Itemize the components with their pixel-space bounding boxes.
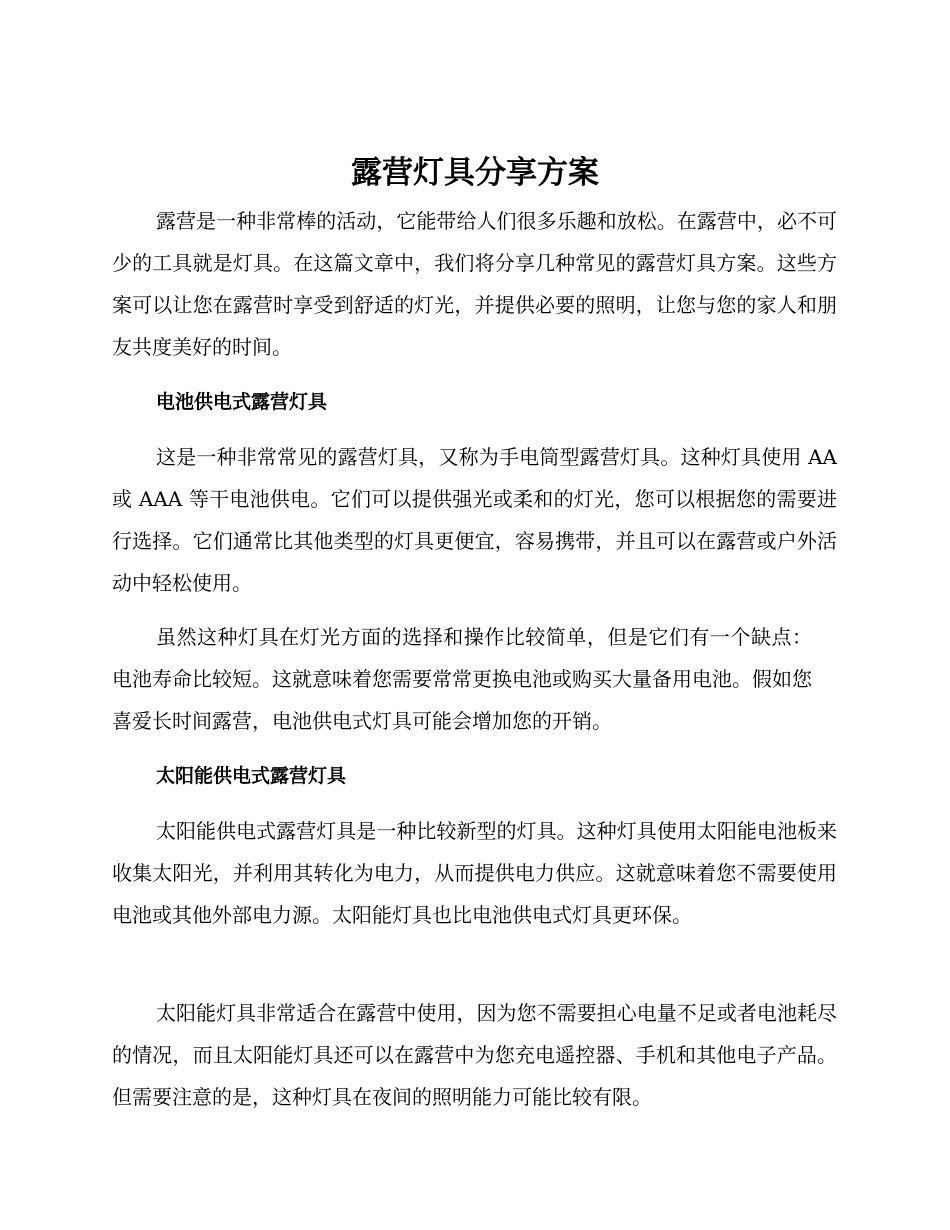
- section-heading-battery: 电池供电式露营灯具: [156, 391, 328, 413]
- solar-paragraph-1: 太阳能供电式露营灯具是一种比较新型的灯具。这种灯具使用太阳能电池板来收集太阳光，并利用其转化为电力，从而提供电力供应。这就意味着您不需要使用电池或其他外部电力源。太阳能灯具也比电池供电式灯具更环保。: [112, 819, 837, 927]
- solar-paragraph-2: 太阳能灯具非常适合在露营中使用，因为您不需要担心电量不足或者电池耗尽的情况，而且太阳能灯具还可以在露营中为您充电遥控器、手机和其他电子产品。但需要注意的是，这种灯具在夜间的照明能力可能比较有限。: [112, 1001, 837, 1109]
- intro-paragraph: 露营是一种非常棒的活动，它能带给人们很多乐趣和放松。在露营中，必不可少的工具就是灯具。在这篇文章中，我们将分享几种常见的露营灯具方案。这些方案可以让您在露营时享受到舒适的灯光，并提供必要的照明，让您与您的家人和朋友共度美好的时间。: [112, 209, 837, 359]
- section-heading-solar: 太阳能供电式露营灯具: [156, 765, 347, 787]
- battery-paragraph-1: 这是一种非常常见的露营灯具，又称为手电筒型露营灯具。这种灯具使用 AA 或 AAA 等干电池供电。它们可以提供强光或柔和的灯光，您可以根据您的需要进行选择。它们通常比其他类型的灯具更便宜，容易携带，并且可以在露营或户外活动中轻松使用。: [112, 445, 837, 595]
- battery-paragraph-2: 虽然这种灯具在灯光方面的选择和操作比较简单，但是它们有一个缺点：电池寿命比较短。这就意味着您需要常常更换电池或购买大量备用电池。假如您喜爱长时间露营，电池供电式灯具可能会增加您的开销。: [112, 625, 812, 733]
- document-title: 露营灯具分享方案: [351, 155, 599, 191]
